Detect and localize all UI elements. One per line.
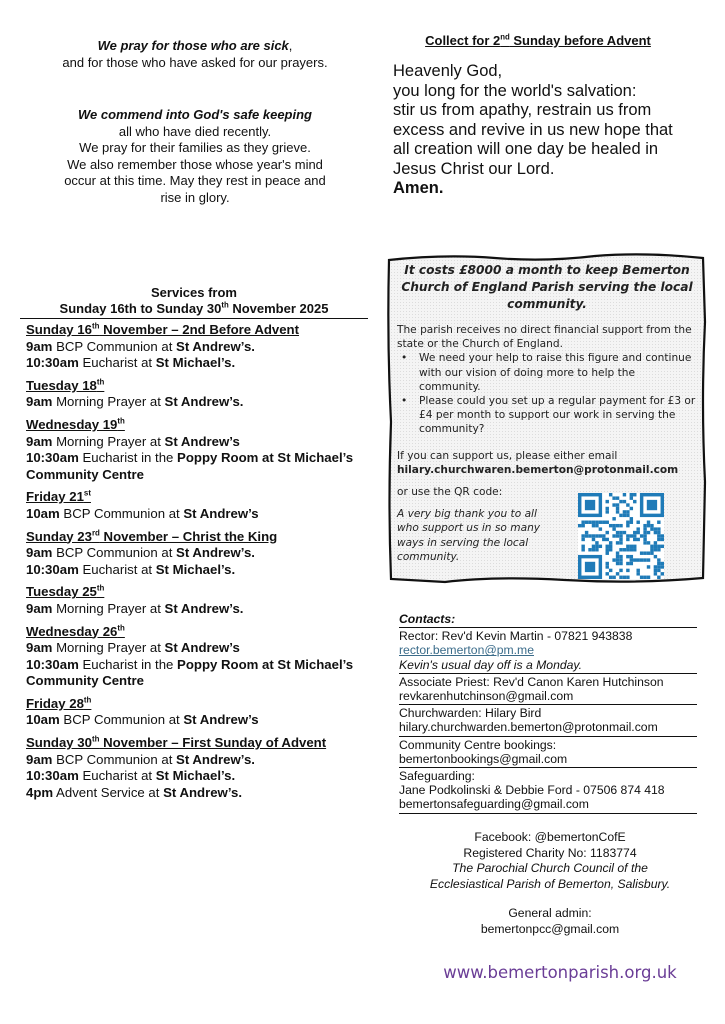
service-day-title: Tuesday 18th (26, 377, 105, 393)
collect-body (393, 62, 703, 199)
service-item: 10am BCP Communion at St Andrew’s (26, 712, 259, 728)
collect-amen: Amen. (393, 179, 444, 197)
service-day (26, 735, 371, 801)
service-item: 9am BCP Communion at St Andrew’s. (26, 545, 255, 561)
support-heading: It costs £8000 a month to keep Bemerton Church of England Parish serving the local community. (401, 263, 693, 311)
collect-line: Jesus Christ our Lord. (393, 159, 555, 178)
service-item: 4pm Advent Service at St Andrew’s. (26, 784, 242, 800)
service-item: 10:30am Eucharist at St Michael’s. (26, 355, 236, 371)
collect-line: Heavenly God, (393, 62, 503, 80)
service-day (26, 624, 371, 690)
sick-line: and for those who have asked for our prayers. (62, 54, 328, 70)
collect-line: you long for the world's salvation: (393, 81, 637, 100)
service-day-title: Sunday 30th November – First Sunday of Advent (26, 734, 327, 751)
collect-line: excess and revive in us new hope that (393, 120, 673, 139)
service-day-title: Tuesday 25th (26, 583, 105, 600)
collect-line: all creation will one day be healed in (393, 140, 659, 158)
rector-email-link[interactable]: rector.bemerton@pm.me (399, 643, 534, 658)
service-day-title: Friday 21st (26, 488, 91, 505)
service-item: 10am BCP Communion at St Andrew’s (26, 505, 259, 521)
associate-email: revkarenhutchinson@gmail.com (399, 689, 574, 704)
sick-heading: We pray for those who are sick (97, 38, 289, 53)
bookings-email: bemertonbookings@gmail.com (399, 751, 568, 766)
service-item: 9am BCP Communion at St Andrew’s. (26, 751, 255, 767)
service-item: 10:30am Eucharist in the Poppy Room at St Michael’s Community Centre (26, 656, 354, 689)
services-heading: Services from Sunday 16th to Sunday 30th November 2025 (20, 285, 368, 319)
support-bullets (397, 351, 697, 436)
thanks-note: A very big thank you to all who support us in so many ways in serving the local community. (397, 508, 541, 563)
commend-line: all who have died recently. (118, 123, 272, 139)
service-item: 9am Morning Prayer at St Andrew’s. (26, 394, 244, 410)
footer-info: Facebook: @bemertonCofE Registered Charity No: 1183774 The Parochial Church Council of the Ecclesiastical Parish of Bemerton, Salisbury. General admin: bemertonpcc@gmail.com (400, 830, 700, 937)
service-item: 9am BCP Communion at St Andrew’s. (26, 338, 255, 354)
collect-title: Collect for 2nd Sunday before Advent (425, 32, 651, 48)
contact-bookings: Community Centre bookings: bemertonbookings@gmail.com (399, 737, 697, 768)
prayers-section (30, 38, 360, 206)
support-box (385, 242, 710, 585)
service-day (26, 489, 371, 522)
service-day (26, 417, 371, 483)
qr-code-icon[interactable] (578, 493, 664, 579)
contact-associate: Associate Priest: Rev'd Canon Karen Hutchinson revkarenhutchinson@gmail.com (399, 674, 697, 705)
service-day (26, 529, 371, 579)
service-item: 10:30am Eucharist at St Michael’s. (26, 768, 236, 784)
contacts-section (399, 612, 697, 814)
service-item: 9am Morning Prayer at St Andrew’s (26, 640, 240, 656)
service-day-title: Wednesday 19th (26, 416, 125, 432)
commend-heading: We commend into God's safe keeping (77, 107, 312, 122)
commend-line: We also remember those whose year's mind (67, 156, 323, 172)
services-list (26, 322, 371, 807)
service-day-title: Sunday 16th November – 2nd Before Advent (26, 321, 300, 337)
service-day-title: Friday 28th (26, 695, 92, 711)
service-day (26, 322, 371, 372)
safeguarding-email: bemertonsafeguarding@gmail.com (399, 797, 589, 812)
service-item: 9am Morning Prayer at St Andrew’s. (26, 600, 244, 616)
contact-rector: Rector: Rev'd Kevin Martin - 07821 943838 rector.bemerton@pm.me Kevin's usual day off is a Monday. (399, 628, 697, 674)
commend-line: We pray for their families as they grieve. (79, 140, 311, 155)
contact-churchwarden: Churchwarden: Hilary Bird hilary.churchwarden.bemerton@protonmail.com (399, 705, 697, 736)
service-day (26, 584, 371, 617)
service-day (26, 378, 371, 411)
contact-safeguarding: Safeguarding: Jane Podkolinski & Debbie Ford - 07506 874 418 bemertonsafeguarding@gmail.com (399, 768, 697, 814)
churchwarden-email: hilary.churchwarden.bemerton@protonmail.com (399, 720, 658, 735)
admin-email: bemertonpcc@gmail.com (480, 921, 620, 936)
rector-note: Kevin's usual day off is a Monday. (399, 657, 582, 672)
website-link[interactable]: www.bemertonparish.org.uk (443, 963, 677, 982)
facebook-handle: Facebook: @bemertonCofE (474, 830, 626, 844)
support-email[interactable]: hilary.churchwaren.bemerton@protonmail.com (397, 463, 679, 476)
service-day-title: Wednesday 26th (26, 623, 125, 639)
commend-line: rise in glory. (160, 189, 230, 205)
service-item: 10:30am Eucharist in the Poppy Room at St Michael’s Community Centre (26, 450, 354, 482)
charity-number: Registered Charity No: 1183774 (463, 845, 637, 860)
commend-line: occur at this time. May they rest in peace and (64, 173, 326, 188)
collect-section (393, 33, 703, 199)
qr-prompt: or use the QR code: (397, 486, 503, 499)
support-intro: The parish receives no direct financial support from the state or the Church of England. (397, 324, 692, 351)
sick-prayer: We pray for those who are sick, (97, 38, 293, 53)
service-item: 9am Morning Prayer at St Andrew’s (26, 433, 240, 449)
service-day (26, 696, 371, 729)
email-prompt: If you can support us, please either email (397, 449, 618, 462)
support-bullet: • Please could you set up a regular payment for £3 or £4 per month to support our work in serving the community? (397, 394, 697, 437)
contacts-title: Contacts: (399, 612, 697, 628)
service-day-title: Sunday 23rd November – Christ the King (26, 528, 278, 544)
service-item: 10:30am Eucharist at St Michael’s. (26, 561, 236, 577)
collect-line: stir us from apathy, restrain us from (393, 101, 652, 119)
support-bullet: • We need your help to raise this figure and continue with our vision of doing more to help the community. (397, 351, 697, 394)
